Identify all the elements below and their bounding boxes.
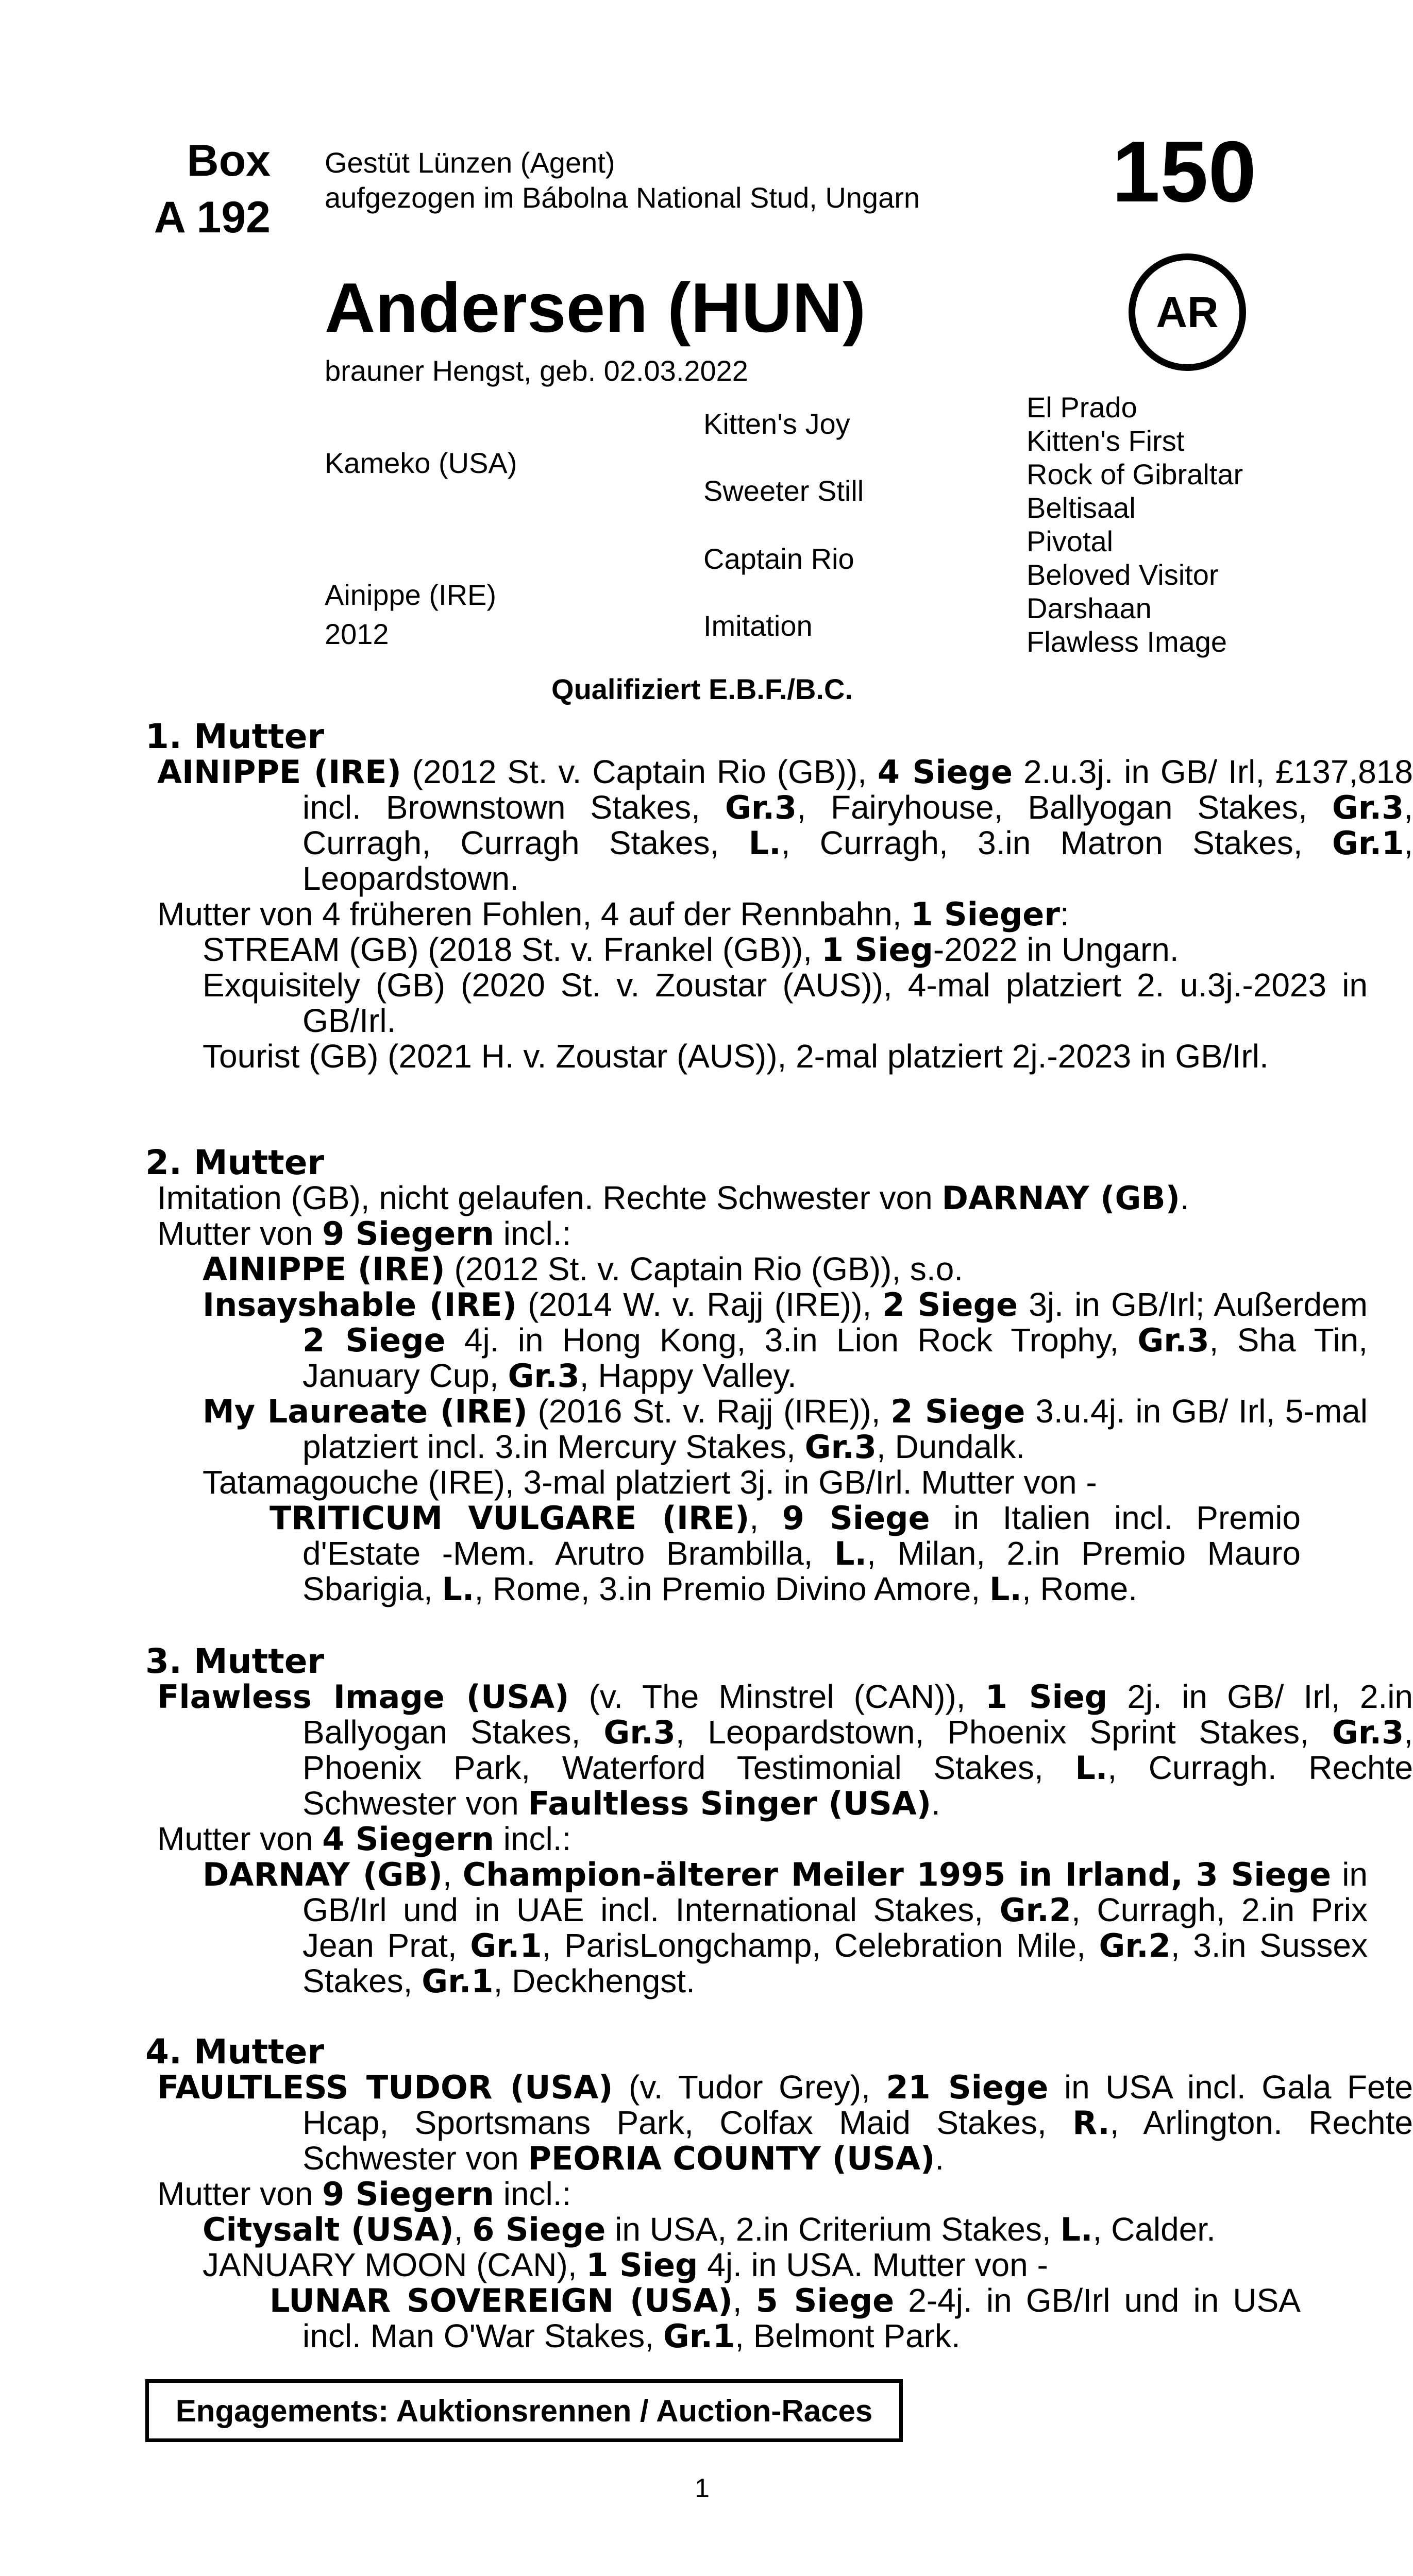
bold-text-run: L. — [834, 1535, 867, 1572]
text-run: Mutter von 4 früheren Fohlen, 4 auf der Rennbahn, — [157, 895, 911, 933]
text-run: , Calder. — [1092, 2211, 1216, 2248]
pedigree-great-grandparent: Darshaan — [1027, 592, 1152, 624]
bold-text-run: Gr.3 — [725, 789, 797, 826]
section-title: 4. Mutter — [145, 2032, 325, 2072]
produce-entry — [203, 932, 1368, 968]
pedigree-grandparent: Sweeter Still — [703, 474, 864, 507]
pedigree-grandparent: Imitation — [703, 609, 813, 642]
text-run: 2-4j. in GB/Irl und in USA incl. Man O'War Stakes, — [302, 2282, 1301, 2354]
text-run: (v. Tudor Grey), — [613, 2069, 886, 2106]
bold-text-run: Gr.3 — [1137, 1321, 1209, 1359]
bold-text-run: LUNAR SOVEREIGN (USA) — [270, 2282, 733, 2319]
bold-text-run: PEORIA COUNTY (USA) — [528, 2140, 935, 2177]
text-run: , Sha Tin, January Cup, — [302, 1321, 1368, 1394]
text-run: Mutter von — [157, 1215, 323, 1252]
pedigree-great-grandparent: Pivotal — [1027, 525, 1114, 557]
bold-text-run: Gr.2 — [1099, 1927, 1171, 1964]
section-title: 2. Mutter — [145, 1143, 325, 1182]
text-run: : — [1059, 895, 1069, 933]
page-number: 1 — [695, 2473, 710, 2503]
text-run: (2012 St. v. Captain Rio (GB)), s.o. — [445, 1250, 964, 1287]
bold-text-run: 2 Siege — [882, 1286, 1018, 1324]
bold-text-run: L. — [748, 824, 781, 862]
bold-text-run: 9 Siegern — [322, 1215, 494, 1252]
produce-entry — [203, 2247, 1368, 2283]
bold-text-run: 6 Siege — [472, 2211, 606, 2248]
text-run: incl.: — [494, 1215, 571, 1252]
bold-text-run: DARNAY (GB) — [941, 1179, 1180, 1217]
text-run: , Phoenix Park, Waterford Testimonial Stakes, — [302, 1714, 1413, 1786]
text-run: JANUARY MOON (CAN), — [203, 2246, 586, 2283]
text-run: . — [935, 2140, 945, 2177]
bold-text-run: Faultless Singer (USA) — [528, 1785, 932, 1822]
text-run: incl.: — [494, 1820, 571, 1857]
box-label: Box — [187, 136, 271, 185]
ar-badge-text: AR — [1156, 287, 1219, 336]
text-run: Tatamagouche (IRE), 3-mal platziert 3j. in GB/Irl. Mutter von - — [203, 1464, 1097, 1501]
text-run: , Rome, 3.in Premio Divino Amore, — [474, 1570, 989, 1607]
bold-text-run: 5 Siege — [755, 2282, 895, 2319]
pedigree-great-grandparent: Kitten's First — [1027, 425, 1185, 457]
qualification: Qualifiziert E.B.F./B.C. — [551, 673, 853, 705]
bold-text-run: Gr.1 — [422, 1962, 494, 2000]
produce-entry — [203, 968, 1368, 1039]
produce-entry — [203, 1465, 1368, 1500]
pedigree-sire: Kameko (USA) — [325, 447, 517, 479]
text-run: , Curragh, Curragh Stakes, — [302, 789, 1413, 861]
text-run: , — [749, 1499, 782, 1536]
text-run: in USA, 2.in Criterium Stakes, — [605, 2211, 1061, 2248]
bold-text-run: L. — [1075, 1749, 1108, 1787]
dam-produce-summary — [157, 2176, 1413, 2212]
engagements-text: Engagements: Auktionsrennen / Auction-Races — [175, 2393, 873, 2428]
dam-produce-summary — [157, 1216, 1413, 1251]
bold-text-run: Citysalt (USA) — [203, 2211, 454, 2248]
text-run: . — [931, 1785, 940, 1822]
bold-text-run: 1 Sieg — [821, 931, 933, 969]
bold-text-run: AINIPPE (IRE) — [157, 753, 401, 791]
text-run: -2022 in Ungarn. — [933, 931, 1179, 968]
text-run: 2.u.3j. in GB/ Irl, £137,818 incl. Brownstown Stakes, — [302, 753, 1413, 826]
horse-name: Andersen (HUN) — [325, 268, 866, 347]
bold-text-run: Insayshable (IRE) — [203, 1286, 517, 1324]
dam-produce-summary — [157, 896, 1413, 932]
produce-entry — [203, 1857, 1368, 1999]
box-id: A 192 — [154, 193, 271, 242]
text-run: , Curragh, 3.in Matron Stakes, — [781, 824, 1332, 861]
engagements-box — [145, 2379, 903, 2442]
pedigree-grandparent: Kitten's Joy — [703, 408, 850, 440]
produce-entry — [203, 1394, 1368, 1465]
bold-text-run: R. — [1072, 2104, 1110, 2142]
dam-entry — [157, 754, 1413, 896]
dam-entry — [157, 1679, 1413, 1821]
text-run: in USA incl. Gala Fete Hcap, Sportsmans Park, Colfax Maid Stakes, — [302, 2069, 1413, 2141]
text-run: , — [442, 1856, 463, 1893]
text-run: Exquisitely (GB) (2020 St. v. Zoustar (AUS)), 4-mal platziert 2. u.3j.-2023 in GB/Irl. — [203, 967, 1368, 1039]
produce-entry — [203, 1039, 1368, 1074]
bold-text-run: 2 Siege — [890, 1393, 1025, 1430]
pedigree-dam-year: 2012 — [325, 618, 389, 650]
text-run: Tourist (GB) (2021 H. v. Zoustar (AUS)), 2-mal platziert 2j.-2023 in GB/Irl. — [203, 1038, 1269, 1075]
produce-entry — [203, 2212, 1368, 2247]
text-run: 4j. in Hong Kong, 3.in Lion Rock Trophy, — [445, 1321, 1138, 1359]
pedigree-great-grandparent: Beltisaal — [1027, 492, 1136, 524]
bred-info: aufgezogen im Bábolna National Stud, Ungarn — [325, 181, 920, 214]
dam-entry — [157, 1180, 1413, 1216]
section-title: 1. Mutter — [145, 717, 325, 756]
lot-number: 150 — [1112, 123, 1256, 220]
bold-text-run: Gr.3 — [1332, 1714, 1404, 1751]
section-title: 3. Mutter — [145, 1641, 325, 1681]
produce-entry — [270, 1500, 1301, 1607]
produce-entry — [203, 1287, 1368, 1394]
dam-produce-summary — [157, 1821, 1413, 1857]
bold-text-run: L. — [442, 1570, 475, 1608]
text-run: . — [1180, 1179, 1189, 1216]
text-run: , ParisLongchamp, Celebration Mile, — [542, 1927, 1099, 1964]
bold-text-run: Gr.1 — [470, 1927, 542, 1964]
bold-text-run: 1 Sieg — [985, 1678, 1108, 1716]
text-run: , Curragh, 2.in Prix Jean Prat, — [302, 1891, 1368, 1964]
bold-text-run: FAULTLESS TUDOR (USA) — [157, 2069, 613, 2106]
text-run: , 3.in Sussex Stakes, — [302, 1927, 1368, 1999]
bold-text-run: Gr.3 — [603, 1714, 676, 1751]
text-run: incl.: — [494, 2175, 571, 2212]
bold-text-run: Gr.1 — [663, 2317, 735, 2355]
dam-entry — [157, 2070, 1413, 2176]
pedigree-dam: Ainippe (IRE) — [325, 579, 497, 611]
text-run: , — [732, 2282, 756, 2319]
text-run: (v. The Minstrel (CAN)), — [569, 1678, 985, 1715]
bold-text-run: 2 Siege — [302, 1321, 446, 1359]
text-run: , Milan, 2.in Premio Mauro Sbarigia, — [302, 1535, 1301, 1607]
text-run: Imitation (GB), nicht gelaufen. Rechte Schwester von — [157, 1179, 942, 1216]
bold-text-run: AINIPPE (IRE) — [203, 1250, 445, 1288]
produce-entry — [270, 2283, 1301, 2354]
bold-text-run: Champion-älterer Meiler 1995 in Irland, 3 Siege — [462, 1856, 1332, 1893]
horse-description: brauner Hengst, geb. 02.03.2022 — [325, 354, 748, 387]
text-run: Mutter von — [157, 2175, 323, 2212]
text-run: Mutter von — [157, 1820, 323, 1857]
bold-text-run: My Laureate (IRE) — [203, 1393, 528, 1430]
text-run: , Happy Valley. — [579, 1357, 797, 1394]
pedigree-grandparent: Captain Rio — [703, 543, 854, 575]
bold-text-run: L. — [989, 1570, 1022, 1608]
text-run: , Curragh. Rechte Schwester von — [302, 1749, 1413, 1822]
text-run: , — [453, 2211, 473, 2248]
bold-text-run: 9 Siege — [782, 1499, 930, 1537]
text-run: 2j. in GB/ Irl, 2.in Ballyogan Stakes, — [302, 1678, 1413, 1751]
bold-text-run: Gr.2 — [999, 1891, 1071, 1929]
text-run: , Fairyhouse, Ballyogan Stakes, — [797, 789, 1332, 826]
text-run: STREAM (GB) (2018 St. v. Frankel (GB)), — [203, 931, 821, 968]
bold-text-run: Gr.3 — [1332, 789, 1404, 826]
bold-text-run: 1 Sieger — [911, 895, 1060, 933]
bold-text-run: 4 Siegern — [322, 1820, 494, 1858]
bold-text-run: 4 Siege — [877, 753, 1013, 791]
bold-text-run: Gr.3 — [508, 1357, 580, 1395]
pedigree-great-grandparent: Flawless Image — [1027, 625, 1227, 658]
text-run: , Deckhengst. — [493, 1962, 695, 1999]
ar-badge-icon — [1129, 253, 1246, 371]
pedigree-great-grandparent: Beloved Visitor — [1027, 558, 1219, 591]
bold-text-run: L. — [1060, 2211, 1093, 2248]
text-run: in Italien incl. Premio d'Estate -Mem. Arutro Brambilla, — [302, 1499, 1301, 1572]
bold-text-run: 9 Siegern — [322, 2175, 494, 2213]
text-run: , Rome. — [1021, 1570, 1138, 1607]
text-run: 4j. in USA. Mutter von - — [698, 2246, 1048, 2283]
text-run: (2014 W. v. Rajj (IRE)), — [516, 1286, 883, 1323]
text-run: (2016 St. v. Rajj (IRE)), — [527, 1393, 891, 1430]
text-run: , Arlington. Rechte Schwester von — [302, 2104, 1413, 2177]
text-run: (2012 St. v. Captain Rio (GB)), — [401, 753, 878, 790]
bold-text-run: Gr.1 — [1332, 824, 1404, 862]
pedigree-great-grandparent: Rock of Gibraltar — [1027, 458, 1243, 490]
text-run: , Dundalk. — [876, 1428, 1025, 1465]
text-run: 3.u.4j. in GB/ Irl, 5-mal platziert incl. 3.in Mercury Stakes, — [302, 1393, 1368, 1465]
text-run: 3j. in GB/Irl; Außerdem — [1018, 1286, 1368, 1323]
produce-entry — [203, 1251, 1368, 1287]
pedigree-great-grandparent: El Prado — [1027, 391, 1137, 423]
consignor: Gestüt Lünzen (Agent) — [325, 146, 615, 179]
bold-text-run: DARNAY (GB) — [203, 1856, 443, 1893]
bold-text-run: Flawless Image (USA) — [157, 1678, 569, 1716]
text-run: in GB/Irl und in UAE incl. International Stakes, — [302, 1856, 1368, 1928]
text-run: , Leopardstown. — [302, 824, 1413, 897]
bold-text-run: Gr.3 — [804, 1428, 877, 1466]
bold-text-run: 1 Sieg — [586, 2246, 698, 2284]
bold-text-run: 21 Siege — [886, 2069, 1049, 2106]
text-run: , Belmont Park. — [735, 2317, 961, 2354]
bold-text-run: TRITICUM VULGARE (IRE) — [270, 1499, 750, 1537]
text-run: , Leopardstown, Phoenix Sprint Stakes, — [675, 1714, 1332, 1751]
